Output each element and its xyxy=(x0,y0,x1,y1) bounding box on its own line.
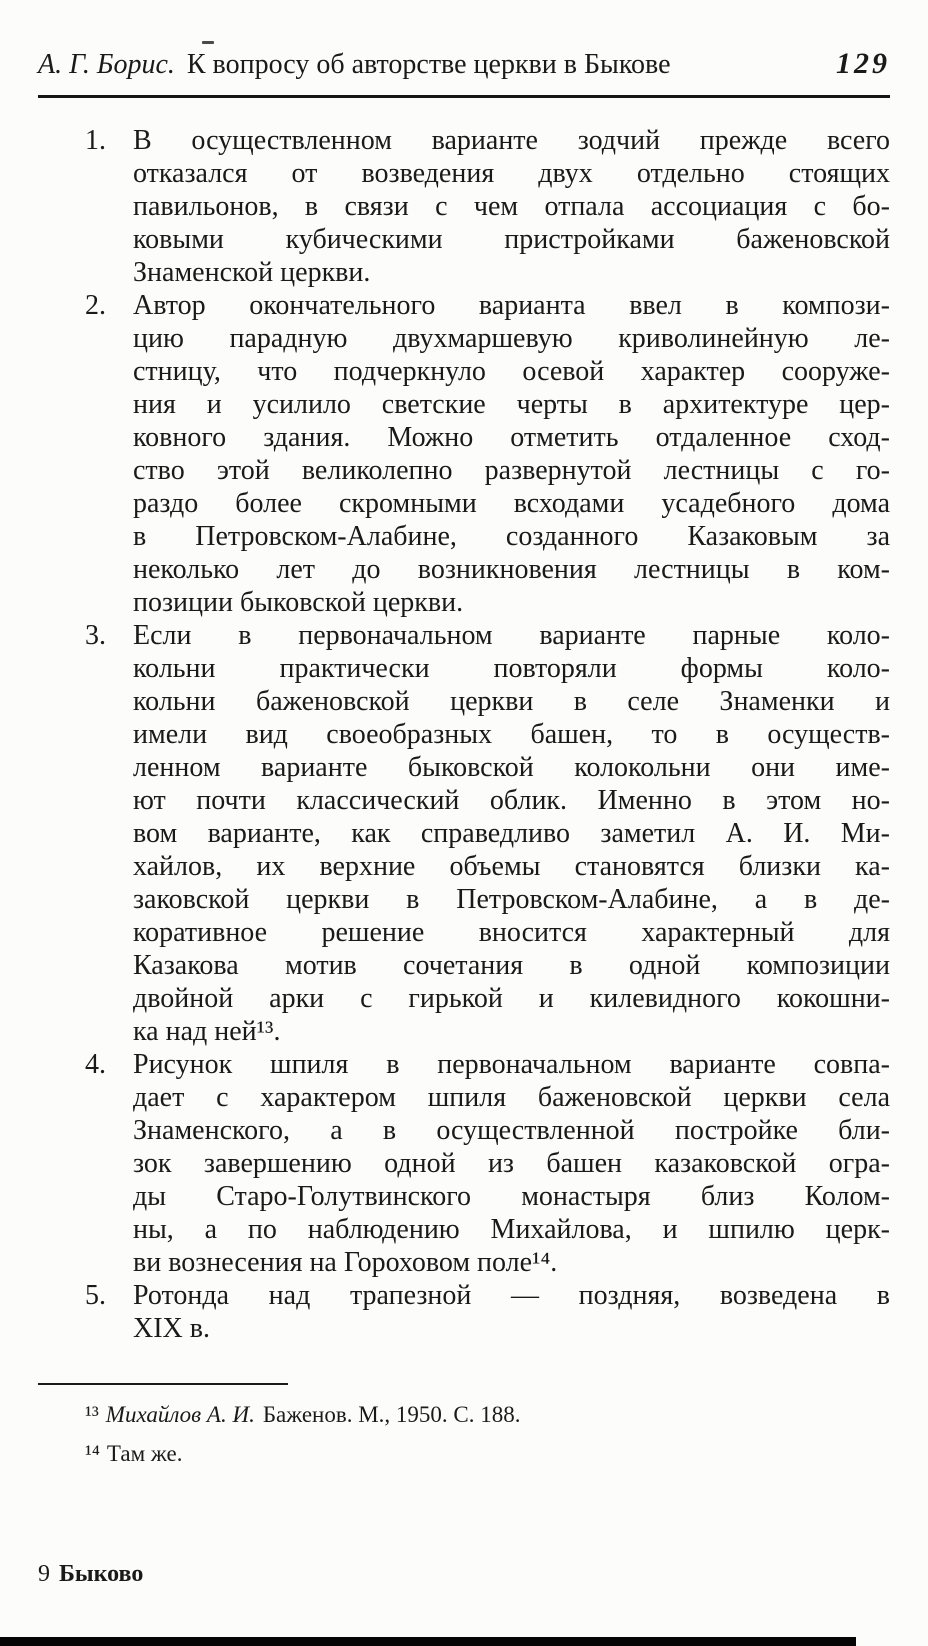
text-line: кольни практически повторяли формы коло- xyxy=(133,653,890,684)
list-item-text xyxy=(133,124,890,289)
text-line: двойной арки с гирькой и килевидного кокошни- xyxy=(133,983,890,1014)
text-line: раздо более скромными всходами усадебного дома xyxy=(133,488,890,519)
text-line: ка над ней¹³. xyxy=(133,1016,281,1047)
text-line: ют почти классический облик. Именно в этом но- xyxy=(133,785,890,816)
numbered-list xyxy=(38,124,890,1345)
running-head xyxy=(38,46,890,83)
list-item xyxy=(85,619,890,1048)
text-line: ленном варианте быковской колокольни они име- xyxy=(133,752,890,783)
text-line: коративное решение вносится характерный для xyxy=(133,917,890,948)
text-line: имели вид своеобразных башен, то в осуществ- xyxy=(133,719,890,750)
text-line: ны, а по наблюдению Михайлова, и шпилю церк- xyxy=(133,1214,890,1245)
header-rule xyxy=(38,95,890,98)
list-item-text xyxy=(133,1048,890,1279)
text-line: отказался от возведения двух отдельно стоящих xyxy=(133,158,890,189)
text-line: ви вознесения на Гороховом поле¹⁴. xyxy=(133,1247,558,1278)
text-line: ды Старо-Голутвинского монастыря близ Колом- xyxy=(133,1181,890,1212)
text-line: вом варианте, как справедливо заметил А. И. Ми- xyxy=(133,818,890,849)
text-line: цию парадную двухмаршевую криволинейную ле- xyxy=(133,323,890,354)
text-line: неколько лет до возникновения лестницы в ком- xyxy=(133,554,890,585)
text-line: павильонов, в связи с чем отпала ассоциация с бо- xyxy=(133,191,890,222)
list-item-number: 4. xyxy=(85,1049,106,1080)
list-item-text xyxy=(133,1279,890,1345)
text-line: позиции быковской церкви. xyxy=(133,587,464,618)
text-line: дает с характером шпиля баженовской церкви села xyxy=(133,1082,890,1113)
text-line: зок завершению одной из башен казаковской огра- xyxy=(133,1148,890,1179)
text-line: кольни баженовской церкви в селе Знаменки и xyxy=(133,686,890,717)
footnote-text: Баженов. М., 1950. С. 188. xyxy=(262,1402,521,1427)
text-line: ство этой великолепно развернутой лестницы с го- xyxy=(133,455,890,486)
running-head-title: К вопросу об авторстве церкви в Быкове xyxy=(186,49,671,80)
list-item-number: 2. xyxy=(85,290,106,321)
footnote-marker: ¹⁴ xyxy=(85,1441,100,1466)
text-line: Автор окончательного варианта ввел в компози- xyxy=(133,290,890,321)
list-item xyxy=(85,1048,890,1279)
footnotes xyxy=(38,1395,890,1473)
text-line: Знаменского, а в осуществленной постройке бли- xyxy=(133,1115,890,1146)
list-item-text xyxy=(133,289,890,619)
list-item xyxy=(85,1279,890,1345)
text-line: Ротонда над трапезной — поздняя, возведена в xyxy=(133,1280,890,1311)
text-line: Рисунок шпиля в первоначальном варианте совпа- xyxy=(133,1049,890,1080)
signature-number: 9 xyxy=(38,1561,50,1587)
text-line: в Петровском-Алабине, созданного Казаковым за xyxy=(133,521,890,552)
text-line: Если в первоначальном варианте парные коло- xyxy=(133,620,890,651)
list-item-number: 5. xyxy=(85,1280,106,1311)
list-item-number: 3. xyxy=(85,620,106,651)
text-line: В осуществленном варианте зодчий прежде всего xyxy=(133,125,890,156)
text-line: хайлов, их верхние объемы становятся близки ка- xyxy=(133,851,890,882)
footnote-text: Там же. xyxy=(106,1441,183,1466)
running-head-text xyxy=(38,47,671,83)
list-item-number: 1. xyxy=(85,125,106,156)
page-number: 129 xyxy=(836,47,890,80)
footnote xyxy=(85,1395,890,1434)
list-item xyxy=(85,124,890,289)
text-line: стницу, что подчеркнуло осевой характер сооруже- xyxy=(133,356,890,387)
text-line: ковного здания. Можно отметить отдаленное сход- xyxy=(133,422,890,453)
text-line: ния и усилило светские черты в архитектуре цер- xyxy=(133,389,890,420)
list-item-text xyxy=(133,619,890,1048)
footnote-marker: ¹³ xyxy=(85,1402,99,1427)
footnote-author: Михайлов А. И. xyxy=(105,1402,255,1427)
footnote xyxy=(85,1434,890,1473)
scan-artifact-dash xyxy=(202,41,214,44)
running-head-author: А. Г. Борис. xyxy=(38,49,175,80)
signature-title: Быково xyxy=(59,1561,144,1587)
text-line: заковской церкви в Петровском-Алабине, а в де- xyxy=(133,884,890,915)
footnote-rule xyxy=(38,1383,288,1385)
text-line: XIX в. xyxy=(133,1313,210,1344)
text-line: ковыми кубическими пристройками баженовской xyxy=(133,224,890,255)
text-line: Знаменской церкви. xyxy=(133,257,371,288)
text-line: Казакова мотив сочетания в одной композиции xyxy=(133,950,890,981)
scan-artifact-bottom-bar xyxy=(0,1637,856,1646)
printer-signature xyxy=(38,1560,143,1588)
list-item xyxy=(85,289,890,619)
